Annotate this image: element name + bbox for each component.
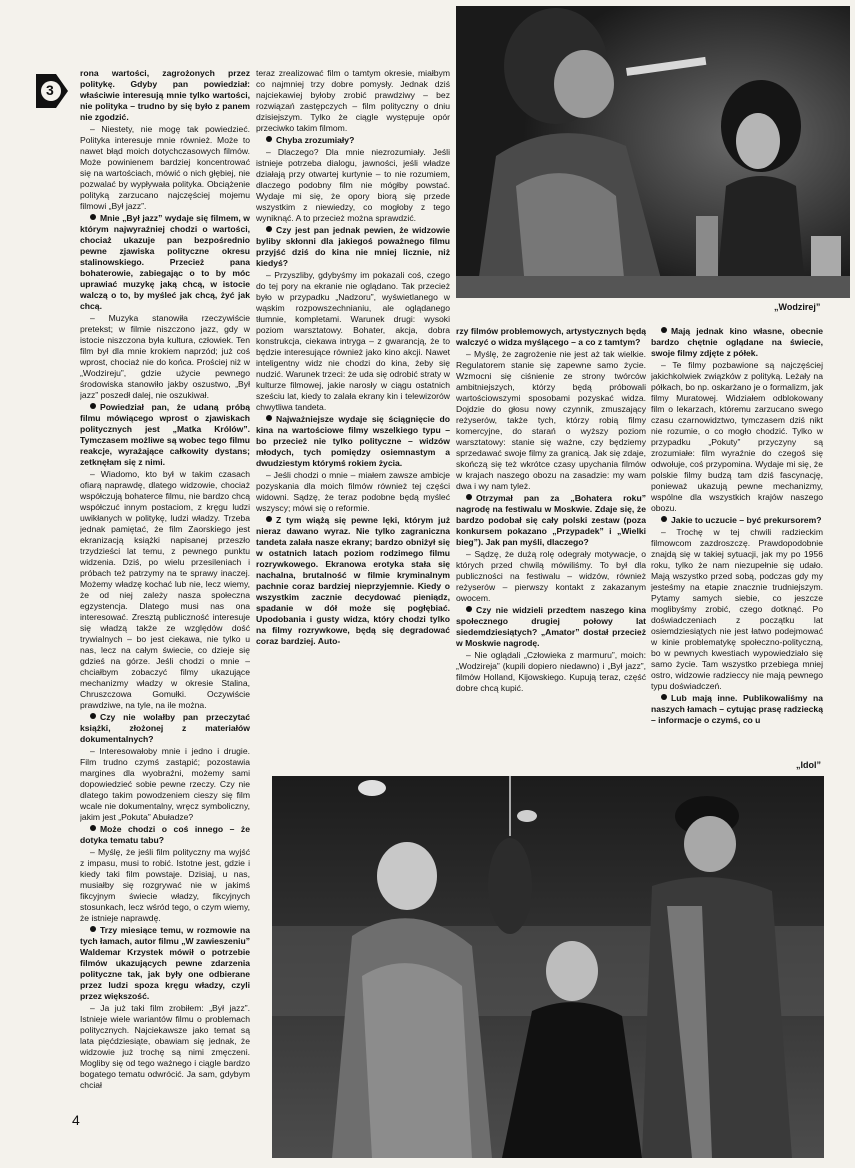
answer-paragraph <box>256 470 450 514</box>
answer-paragraph <box>651 360 823 514</box>
bullet-icon <box>661 516 667 522</box>
paragraph-text: – Niestety, nie mogę tak powiedzieć. Polityka interesuje mnie również. Może to nawet błąd moich dotychczasowych filmów. Może powinienem bardziej koncentrować się na wartościach, mówić o nich głębiej, nie pozwalać by wypływała polityka. Obciążenie polityką zarzucano najczęściej mojemu filmowi „Był jazz”. <box>80 124 250 211</box>
paragraph-text: – Wiadomo, kto był w takim czasach ofiarą naprawdę, dlatego widzowie, chociaż współczują bohaterce filmu, nie bardzo chcą współczuć innym postaciom, z kręgu ludzi uwikłanych w politykę, ludzi władzy. Trzeba jednak pamiętać, że film Zaorskiego jest ekranizacją książki napisanej przeszło trzydzieści lat temu, z pewnego punktu widzenia. Dziś, po wielu przesileniach i próbach też patrzymy na te sprawy inaczej. Możemy władzę kochać lub nie, lecz wiemy, że od niej zależy nasza społeczna egzystencja. Dlatego musi nas ona interesować. Zresztą publiczność interesuje się władzą także ze względów dość trywialnych – bo jest ciekawa, nie tylko u nas, lecz na całym świecie, co dzieje się gdzieś na górze. Jeśli chodzi o mnie – chciałbym zobaczyć filmy ukazujące mechanizmy władzy w okresie Stalina, Chruszczowa Gomułki. Oczywiście prawdziwe, na tyle, na ile można. <box>80 469 250 710</box>
bullet-icon <box>266 516 272 522</box>
paragraph-text: Może chodzi o coś innego – że dotyka tematu tabu? <box>80 824 250 845</box>
paragraph-text: – Przyszliby, gdybyśmy im pokazali coś, czego do tej pory na ekranie nie oglądano. Tak przecież było w przypadku „Nadzoru”, wyświetlanego w wąskim rozpowszechnianiu, ale oglądanego tłumnie, kompletami. Warunek drugi: wysoki poziom warsztatowy. Bohater, akcja, dobra konstrukcja, ciekawa intryga – z gwarancją, że to będzie interesujące również jako kino akcji. Nawet inteligentny widz nie chodzi do kina, żeby się nudzić. Warunek trzeci: że uda się odrobić straty w kulturze filmowej, jakie narosły w ciągu ostatnich sześciu lat, kiedy to zalała ekrany kin i telewizorów chwytliwa tandeta. <box>256 270 450 412</box>
interviewer-question <box>256 515 450 647</box>
answer-paragraph <box>256 147 450 224</box>
interviewer-question <box>651 515 823 526</box>
interviewer-question <box>80 824 250 846</box>
paragraph-text: – Jeśli chodzi o mnie – miałem zawsze ambicje pozyskania dla moich filmów również tej części widowni. Sądzę, że teraz podobne będą myśleć wszyscy; mówi się o reformie. <box>256 470 450 513</box>
paragraph-text: Czy nie wolałby pan przeczytać książki, złożonej z materiałów dokumentalnych? <box>80 712 250 744</box>
paragraph-text: – Trochę w tej chwili radzieckim filmowcom zazdroszczę. Prawdopodobnie znajdą się w takiej sytuacji, jak my po 1956 roku, tylko że nam niezupełnie się udało. Mają wszystko przed sobą, podczas gdy my jesteśmy na etapie znacznie trudniejszym. Pytamy samych siebie, co jeszcze moglibyśmy zrobić, czego dotknąć. Po doświadczeniach z początku lat osiemdziesiątych nie jest łatwo podejmować w kinie problematykę społeczno-polityczną, bo w pewnych kwestiach wypowiedziało się samo życie. Tam wszystko przebiega mniej ostro, widzowie radzieccy nie mają pewnego typu doświadczeń. <box>651 527 823 691</box>
column-3 <box>456 326 646 768</box>
paragraph-text: rzy filmów problemowych, artystycznych będą walczyć o widza myślącego – a co z tamtym? <box>456 326 646 347</box>
interviewer-question <box>80 925 250 1002</box>
answer-paragraph <box>651 527 823 692</box>
paragraph-text: Najważniejsze wydaje się ściągnięcie do kina na wartościowe filmy wszelkiego typu – bo przecież nie tylko polityczne – widzów młodych, tych pomiędzy osiemnastym a dwudziestym którymś rokiem życia. <box>256 414 450 468</box>
paragraph-text: Czy jest pan jednak pewien, że widzowie byliby skłonni dla jakiegoś poważnego filmu przyjść dziś do kina nie mniej licznie, niż kiedyś? <box>256 225 450 268</box>
paragraph-text: – Muzyka stanowiła rzeczywiście pretekst; w filmie niszczono jazz, gdy w istocie niszczona była kultura, człowiek. Ten film był dla mnie krokiem naprzód; już coś wprost, chociaż nie do końca. Prościej niż w „Wodzireju”, gdzie użycie pewnego środowiska stanowiło jakby oszustwo, „Był jazz” poszedł dalej, nie oszukiwał. <box>80 313 250 400</box>
page-number: 4 <box>72 1112 80 1128</box>
interviewer-question <box>651 326 823 359</box>
interviewer-question <box>256 414 450 469</box>
answer-paragraph <box>456 650 646 694</box>
answer-paragraph <box>80 847 250 924</box>
paragraph-text: Trzy miesiące temu, w rozmowie na tych łamach, autor filmu „W zawieszeniu” Waldemar Krzystek mówił o potrzebie filmów ukazujących pewne zdarzenia polityczne tak, jak były one odbierane przez ludzi spoza kręgu władzy, czyli przez większość. <box>80 925 250 1001</box>
wodzirej-photo-image <box>456 6 850 298</box>
paragraph-text: – Dlaczego? Dla mnie niezrozumiały. Jeśli istnieje potrzeba dialogu, jawności, jeśli władze działają przy otwartej kurtynie – to nie rozumiem, dlaczego podobny film nie mógłby powstać. Wydaje mi się, że opory biorą się przede wszystkim z niewiedzy, co mogłoby z tego wyniknąć. A to przecież można sprawdzić. <box>256 147 450 223</box>
paragraph-text: Chyba zrozumiały? <box>276 135 355 145</box>
bullet-icon <box>90 214 96 220</box>
photo-idol <box>272 776 824 1158</box>
paragraph-text: Otrzymał pan za „Bohatera roku” nagrodę na festiwalu w Moskwie. Zdaje się, że bardzo podobał się cały polski zestaw (poza konkursem pokazano „Przypadek” i „Wielki bieg”). Jak pan myśli, dlaczego? <box>456 493 646 547</box>
answer-paragraph <box>80 746 250 823</box>
interviewer-question <box>80 712 250 745</box>
paragraph-text: Jakie to uczucie – być prekursorem? <box>671 515 822 525</box>
section-marker <box>36 74 68 108</box>
interviewer-question <box>456 605 646 649</box>
column-1 <box>80 68 250 1130</box>
interviewer-question <box>256 135 450 146</box>
interviewer-question <box>456 493 646 548</box>
column-2 <box>256 68 450 768</box>
bullet-icon <box>90 713 96 719</box>
answer-paragraph <box>256 68 450 134</box>
section-number: 3 <box>46 82 54 98</box>
bullet-icon <box>266 226 272 232</box>
paragraph-text: Lub mają inne. Publikowaliśmy na naszych łamach – cytując prasę radziecką – informacje o czymś, co u <box>651 693 823 725</box>
paragraph-text: – Myślę, że zagrożenie nie jest aż tak wielkie. Regulatorem stanie się zapewne samo życie. Wzmocni się ciśnienie ze strony twórców ambitniejszych, którzy będą próbowali wartościowszymi sposobami pozyskać widza. Dojdzie do głosu nowy czynnik, zmuszający reżyserów, także tych, którzy robią filmy komercyjne, do starań o wyższy poziom warsztatowy: stanie się ważne, czy będziemy sprzedawać swoje filmy za granicą. Jak się zdaje, skończą się też wkrótce czasy upychania filmów w krajach naszego obozu na zasadzie: my wam dwa i wy nam tyleż. <box>456 349 646 491</box>
interviewer-question <box>80 402 250 468</box>
bullet-icon <box>661 694 667 700</box>
interviewer-question <box>256 225 450 269</box>
paragraph-text: rona wartości, zagrożonych przez politykę. Gdyby pan powiedział: właściwie interesują mnie tylko wartości, nie polityka – trudno by się było z panem nie zgodzić. <box>80 68 250 122</box>
answer-paragraph <box>80 313 250 401</box>
paragraph-text: – Te filmy pozbawione są najczęściej jakichkolwiek związków z polityką. Leżały na półkach, bo np. oskarżano je o formalizm, jak filmy Muratowej. Widziałem odblokowany film o lekarzach, któremu zarzucano swego czasu czarnowidztwo, tymczasem dziś nikt nie rozumie, o co mogło chodzić. Tylko w przypadku „Pokuty” przyczyny są zrozumiałe: film wyraźnie do czegoś się odwołuje, coś przypomina. Wydaje mi się, że polskie filmy budzą tam dziś fascynację, ponieważ ukazują pewne mechanizmy, wspólne dla wszystkich krajów naszego obozu. <box>651 360 823 513</box>
bullet-icon <box>90 926 96 932</box>
bullet-icon <box>266 136 272 142</box>
interviewer-question <box>651 693 823 726</box>
paragraph-text: Z tym wiążą się pewne lęki, którym już nieraz dawano wyraz. Nie tylko zagraniczna tandeta zalała nasze ekrany; bardzo obniżył się w ostatnich latach poziom rodzimego filmu rozrywkowego. Ekranowa erotyka stała się nachalna, brutalność w filmie kryminalnym pachnie coraz bardziej nieprzyjemnie. Kiedy o wszystkim zacznie decydować pieniądz, spadanie w dół może się pogłębiać. Upodobania i gusty widza, który chodzi tylko na filmy rozrywkowe, będą się degradować coraz bardziej. Auto- <box>256 515 450 646</box>
interviewer-question <box>80 213 250 312</box>
paragraph-text: – Sądzę, że dużą rolę odegrały motywacje, o których przed chwilą mówiliśmy. To był dla publiczności na festiwalu – widzów, również reżyserów – pierwszy kontakt z zakazanym owocem. <box>456 549 646 603</box>
caption-top: „Wodzirej” <box>774 302 821 312</box>
paragraph-text: Mnie „Był jazz” wydaje się filmem, w którym najwyraźniej chodzi o wartości, chociaż ukazuje pan bezpośrednio pewne zjawiska polityczne okresu stalinowskiego. Przecież pana bohaterowie, zabiegając o to by móc uprawiać muzykę jaką chcą, w istocie walczą o to, by myśleć jak chcą, żyć jak chcą. <box>80 213 250 311</box>
bullet-icon <box>266 415 272 421</box>
answer-paragraph <box>256 270 450 413</box>
paragraph-text: Mają jednak kino własne, obecnie bardzo chętnie oglądane na świecie, swoje filmy zdjęte z półek. <box>651 326 823 358</box>
paragraph-text: Czy nie widzieli przedtem naszego kina społecznego drugiej połowy lat siedemdziesiątych? „Amator” dostał przecież w Moskwie nagrodę. <box>456 605 646 648</box>
answer-paragraph <box>80 124 250 212</box>
bullet-icon <box>90 825 96 831</box>
answer-paragraph <box>80 469 250 711</box>
interviewer-question <box>456 326 646 348</box>
photo-wodzirej <box>456 6 850 298</box>
paragraph-text: – Interesowałoby mnie i jedno i drugie. Film trudno czymś zastąpić; pozostawia margines dla wyobraźni, możemy sami dopowiedzieć sobie pewne rzeczy. Czy nie dlatego takim powodzeniem cieszy się film wcale nie dokumentalny, wręcz symboliczny, jakim jest „Pokuta” Abuładze? <box>80 746 250 822</box>
bullet-icon <box>90 403 96 409</box>
answer-paragraph <box>456 549 646 604</box>
answer-paragraph <box>456 349 646 492</box>
idol-photo-image <box>272 776 824 1158</box>
bullet-icon <box>466 606 472 612</box>
paragraph-text: – Myślę, że jeśli film polityczny ma wyjść z impasu, musi to robić. Istotne jest, gdzie i kiedy taki film powstaje. Dzisiaj, u nas, musiałby się rozgrywać nie w jakimś fikcyjnym świecie władzy, fikcyjnych stosunkach, lecz wśród tego, o czym wiemy, że istnieje naprawdę. <box>80 847 250 923</box>
bullet-icon <box>661 327 667 333</box>
column-4 <box>651 326 823 756</box>
interviewer-question <box>80 68 250 123</box>
answer-paragraph <box>80 1003 250 1091</box>
paragraph-text: Powiedział pan, że udaną próbą filmu mówiącego wprost o zjawiskach politycznych jest „Matka Królów”. Tymczasem możliwe są wobec tego filmu reakcje, wyrażające całkowity dystans; zetknęłam się z nimi. <box>80 402 250 467</box>
caption-bottom: „Idol” <box>796 760 821 770</box>
paragraph-text: – Nie oglądali „Człowieka z marmuru”, moich: „Wodzireja” (kupili dopiero niedawno) i „Był jazz”, filmów Holland, Kijowskiego. Kupują teraz, część dobre chcą kupić. <box>456 650 646 693</box>
paragraph-text: teraz zrealizować film o tamtym okresie, miałbym co najmniej trzy dobre pomysły. Jednak dziś najciekawiej byłoby zrobić prawdziwy – bez rozwiązań zastępczych – film polityczny o dniu dzisiejszym. Tylko że ciągle występuje opór przeciwko takim filmom. <box>256 68 450 133</box>
bullet-icon <box>466 494 472 500</box>
paragraph-text: – Ja już taki film zrobiłem: „Był jazz”. Istnieje wiele wariantów filmu o problemach politycznych. Najciekawsze jako temat są lata pięćdziesiąte, obawiam się jednak, że widzowie już trochę są nimi zmęczeni. Mogliby się od tego ważnego i ciągle bardzo bogatego tematu odwrócić. Ja sam, gdybym chciał <box>80 1003 250 1090</box>
